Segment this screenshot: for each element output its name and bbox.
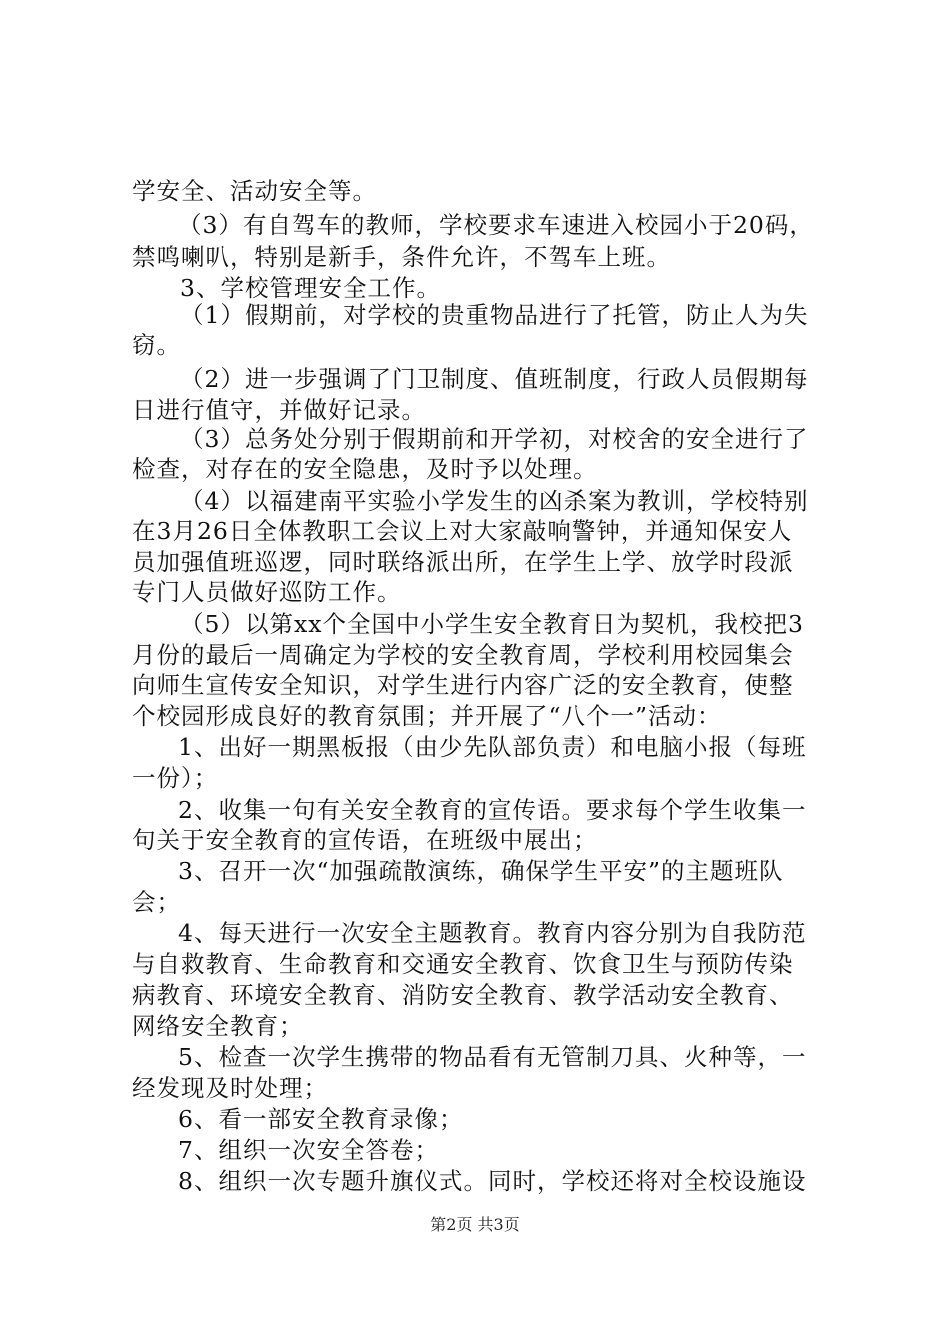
text-line: 病教育、环境安全教育、消防安全教育、教学活动安全教育、 — [132, 981, 794, 1009]
text-line: 窃。 — [132, 331, 181, 359]
text-line: 7、组织一次安全答卷； — [178, 1136, 439, 1164]
text-line: 3、召开一次“加强疏散演练，确保学生平安”的主题班队 — [178, 857, 784, 885]
page-number-footer: 第2页 共3页 — [430, 1215, 520, 1234]
text-line: 一份）； — [132, 764, 219, 792]
text-line: 月份的最后一周确定为学校的安全教育周，学校利用校园集会 — [132, 641, 794, 669]
text-line: 句关于安全教育的宣传语，在班级中展出； — [132, 826, 598, 854]
text-line: 禁鸣喇叭，特别是新手，条件允许，不驾车上班。 — [132, 243, 671, 271]
text-line: 4、每天进行一次安全主题教育。教育内容分别为自我防范 — [178, 919, 807, 947]
text-line: 与自救教育、生命教育和交通安全教育、饮食卫生与预防传染 — [132, 950, 794, 978]
text-line: 6、看一部安全教育录像； — [178, 1105, 464, 1133]
text-line: 员加强值班巡逻，同时联络派出所，在学生上学、放学时段派 — [132, 548, 794, 576]
text-line: 个校园形成良好的教育氛围；并开展了“八个一”活动： — [132, 702, 722, 730]
text-line: 检查，对存在的安全隐患，及时予以处理。 — [132, 455, 598, 483]
text-line: 2、收集一句有关安全教育的宣传语。要求每个学生收集一 — [178, 796, 807, 824]
text-line: （3）有自驾车的教师，学校要求车速进入校园小于20码， — [178, 211, 814, 239]
text-line: 学安全、活动安全等。 — [132, 177, 377, 205]
text-line: 日进行值守，并做好记录。 — [132, 396, 426, 424]
text-line: （3）总务处分别于假期前和开学初，对校舍的安全进行了 — [180, 425, 809, 453]
text-line: 向师生宣传安全知识，对学生进行内容广泛的安全教育，使整 — [132, 671, 794, 699]
text-line: 8、组织一次专题升旗仪式。同时，学校还将对全校设施设 — [178, 1167, 807, 1195]
text-line: 专门人员做好巡防工作。 — [132, 578, 402, 606]
text-line: 1、出好一期黑板报（由少先队部负责）和电脑小报（每班 — [178, 733, 807, 761]
text-line: 网络安全教育； — [132, 1012, 304, 1040]
text-line: 经发现及时处理； — [132, 1074, 328, 1102]
text-line: 会； — [132, 888, 181, 916]
text-line: （1）假期前，对学校的贵重物品进行了托管，防止人为失 — [180, 301, 809, 329]
text-line: （5）以第xx个全国中小学生安全教育日为契机，我校把3 — [180, 610, 804, 638]
text-line: 3、学校管理安全工作。 — [180, 274, 441, 302]
text-line: 5、检查一次学生携带的物品看有无管制刀具、火种等，一 — [178, 1043, 807, 1071]
text-line: （4）以福建南平实验小学发生的凶杀案为教训，学校特别 — [180, 487, 809, 515]
text-line: 在3月26日全体教职工会议上对大家敲响警钟，并通知保安人 — [132, 517, 793, 545]
text-line: （2）进一步强调了门卫制度、值班制度，行政人员假期每 — [180, 365, 809, 393]
